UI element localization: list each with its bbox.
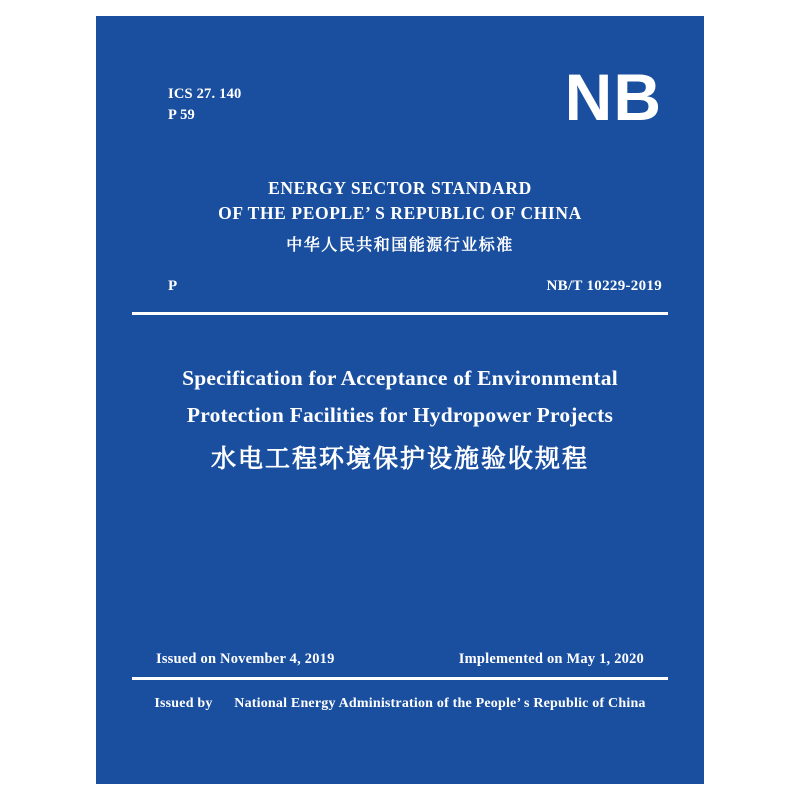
standard-heading (96, 176, 704, 258)
dates-row (156, 651, 644, 668)
document-title (146, 360, 654, 480)
divider-bottom (132, 677, 668, 680)
nb-logo: NB (564, 60, 662, 134)
standard-code-row (168, 278, 662, 295)
document-title-chinese: 水电工程环境保护设施验收规程 (210, 444, 589, 473)
classification-code: P 59 (168, 107, 195, 123)
divider-top (132, 312, 668, 315)
ics-code: ICS 27. 140 (168, 86, 242, 102)
issued-by-label: Issued by (154, 696, 213, 711)
document-title-en-line-1: Specification for Acceptance of Environmental (182, 366, 618, 390)
category-letter: P (168, 278, 178, 294)
ics-block (168, 84, 242, 126)
standard-cover (96, 16, 704, 784)
issue-date: Issued on November 4, 2019 (156, 651, 335, 667)
issuing-organization: National Energy Administration of the People’ s Republic of China (234, 696, 646, 711)
standard-number: NB/T 10229-2019 (546, 278, 662, 294)
standard-heading-line-2: OF THE PEOPLE’ S REPUBLIC OF CHINA (218, 203, 582, 223)
standard-heading-line-1: ENERGY SECTOR STANDARD (268, 178, 532, 198)
implementation-date: Implemented on May 1, 2020 (458, 651, 644, 667)
issuer-row (96, 696, 704, 712)
document-title-en-line-2: Protection Facilities for Hydropower Projects (186, 403, 614, 427)
standard-heading-chinese: 中华人民共和国能源行业标准 (286, 235, 514, 254)
